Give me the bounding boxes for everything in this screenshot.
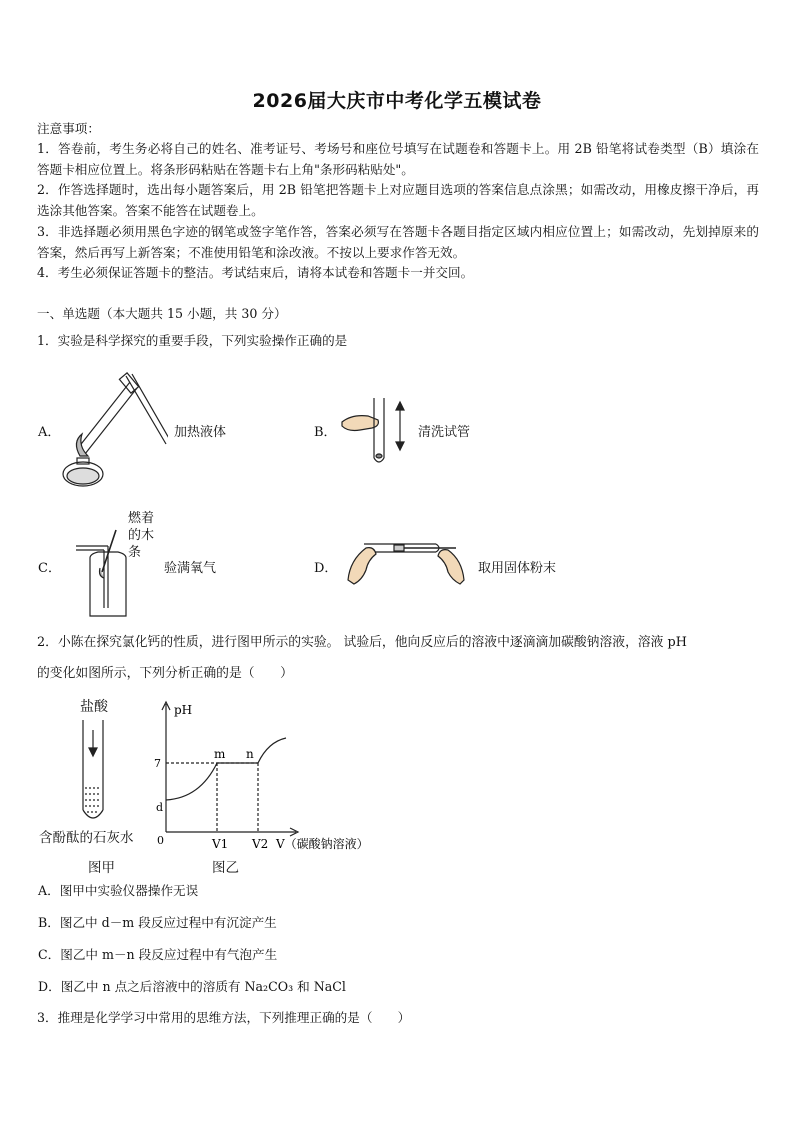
heating-liquid-figure [58, 370, 168, 492]
reagent-label: 盐酸 [80, 699, 108, 715]
q1-option-d-letter: D． [314, 561, 338, 576]
burning-splint-label: 燃着 的木 条 [128, 511, 155, 560]
page-title: 2026届大庆市中考化学五模试卷 [252, 90, 542, 112]
q2-option-c: C．图乙中 m－n 段反应过程中有气泡产生 [38, 947, 278, 962]
solution-label: 含酚酞的石灰水 [39, 830, 134, 846]
v1-label: V1 [212, 837, 229, 851]
point-n-label: n [246, 747, 254, 761]
q1-option-b-letter: B． [314, 425, 337, 440]
curve-d-m [166, 763, 217, 800]
v2-label: V2 [252, 837, 269, 851]
notice-item-3: 3．非选择题必须用黑色字迹的钢笔或签字笔作答，答案必须写在答题卡各题目指定区域内相应位置上；如需改动，先划掉原来的答案，然后再写上新答案；不准使用铅笔和涂改液。不按以上要求作答无效。 [37, 224, 759, 260]
notice-item-2: 2．作答选择题时，选出每小题答案后，用 2B 铅笔把答题卡上对应题目选项的答案信息点涂黑；如需改动，用橡皮擦干净后，再选涂其他答案。答案不能答在试题卷上。 [37, 182, 759, 218]
q1-option-a-text: 加热液体 [174, 425, 227, 440]
point-m-label: m [214, 747, 226, 761]
q1-option-b-text: 清洗试管 [418, 425, 471, 440]
gas-bottle-figure [72, 526, 134, 618]
question-1-stem: 1．实验是科学探究的重要手段，下列实验操作正确的是 [37, 333, 348, 348]
notice-item-4: 4．考生必须保证答题卡的整洁。考试结束后，请将本试卷和答题卡一并交回。 [37, 265, 474, 280]
origin-label: 0 [157, 834, 164, 847]
q1-option-c-text: 验满氧气 [164, 561, 217, 576]
q2-option-d: D．图乙中 n 点之后溶液中的溶质有 Na₂CO₃ 和 NaCl [38, 979, 346, 994]
question-3-stem: 3．推理是化学学习中常用的思维方法，下列推理正确的是（ ） [37, 1010, 411, 1025]
y-tick-7: 7 [154, 757, 161, 770]
question-2-stem-line2: 的变化如图所示，下列分析正确的是（ ） [37, 666, 293, 681]
q1-option-d-text: 取用固体粉末 [478, 561, 557, 576]
y-axis-label: pH [174, 703, 193, 717]
figure-a-caption: 图甲 [88, 860, 115, 876]
question-2-stem-line1: 2．小陈在探究氯化钙的性质，进行图甲所示的实验。 试验后，他向反应后的溶液中逐滴滴加碳酸钠溶液，溶液 pH [37, 635, 687, 650]
q1-option-a-letter: A． [38, 425, 61, 440]
q1-option-c-letter: C． [38, 561, 61, 576]
q2-option-a: A．图甲中实验仪器操作无误 [38, 883, 199, 898]
ph-curve-graph [150, 698, 390, 858]
q2-option-b: B．图乙中 d－m 段反应过程中有沉淀产生 [38, 915, 277, 930]
powder-transfer-figure [344, 530, 470, 586]
figure-b-caption: 图乙 [212, 860, 239, 876]
point-d-label: d [156, 801, 164, 814]
curve-after-n [258, 738, 286, 763]
washing-test-tube-figure [338, 396, 418, 470]
notice-item-1: 1．答卷前，考生务必将自己的姓名、准考证号、考场号和座位号填写在试题卷和答题卡上。用 2B 铅笔将试卷类型（B）填涂在答题卡相应位置上。将条形码粘贴在答题卡右上角"条形码粘贴处"。 [37, 141, 759, 177]
notice-heading: 注意事项： [37, 121, 100, 136]
section-heading: 一、单选题（本大题共 15 小题，共 30 分） [37, 306, 287, 321]
test-tube-with-acid-figure [78, 718, 108, 826]
x-axis-label: V（碳酸钠溶液） [276, 837, 369, 851]
